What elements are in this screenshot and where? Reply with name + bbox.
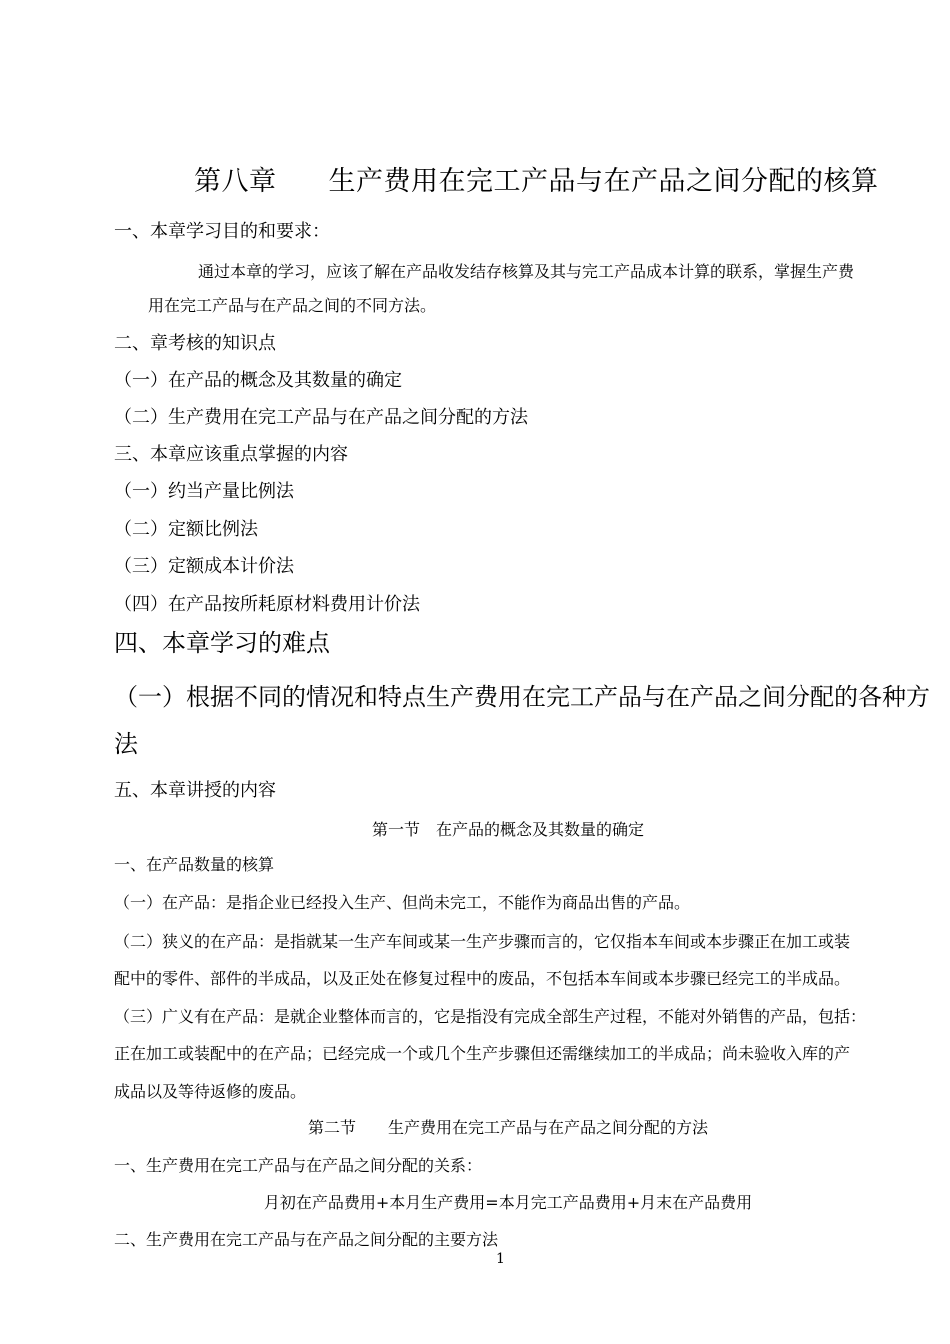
section-one-p3-line2: 正在加工或装配中的在产品；已经完成一个或几个生产步骤但还需继续加工的半成品；尚未验收入库的产 [114,1044,851,1063]
objectives-paragraph-line1: 通过本章的学习，应该了解在产品收发结存核算及其与完工产品成本计算的联系，掌握生产费 [198,262,855,281]
key-content-3: （三）定额成本计价法 [114,556,294,577]
section-two-heading: 第二节 生产费用在完工产品与在产品之间分配的方法 [307,1118,708,1137]
chapter-title-text: 生产费用在完工产品与在产品之间分配的核算 [328,166,879,197]
key-content-4: （四）在产品按所耗原材料费用计价法 [114,594,420,615]
section-one-heading: 第一节 在产品的概念及其数量的确定 [371,820,644,839]
difficulty-1-line1: （一）根据不同的情况和特点生产费用在完工产品与在产品之间分配的各种方 [114,683,930,711]
key-content-2: （二）定额比例法 [114,519,258,540]
knowledge-point-2: （二）生产费用在完工产品与在产品之间分配的方法 [114,407,528,428]
section-two-sub2: 二、生产费用在完工产品与在产品之间分配的主要方法 [114,1230,499,1249]
heading-objectives: 一、本章学习目的和要求： [114,221,330,242]
page-number: 1 [496,1251,505,1267]
heading-difficulties: 四、本章学习的难点 [114,629,330,657]
section-two-sub1: 一、生产费用在完工产品与在产品之间分配的关系： [114,1156,483,1175]
section-one-sub1: 一、在产品数量的核算 [114,855,275,874]
knowledge-point-1: （一）在产品的概念及其数量的确定 [114,370,402,391]
section-one-p2-line1: （二）狭义的在产品：是指就某一生产车间或某一生产步骤而言的，它仅指本车间或本步骤正在加工或装 [114,932,851,951]
key-content-1: （一）约当产量比例法 [114,481,294,502]
section-one-p2-line2: 配中的零件、部件的半成品，以及正处在修复过程中的废品，不包括本车间或本步骤已经完工的半成品。 [114,969,851,988]
heading-knowledge-points: 二、章考核的知识点 [114,333,276,354]
section-one-p1: （一）在产品：是指企业已经投入生产、但尚未完工，不能作为商品出售的产品。 [114,893,691,912]
objectives-paragraph-line2: 用在完工产品与在产品之间的不同方法。 [148,296,437,315]
chapter-title [194,159,879,198]
section-one-p3-line3: 成品以及等待返修的废品。 [114,1082,307,1101]
chapter-number: 第八章 [194,166,277,197]
section-one-p3-line1: （三）广义有在产品：是就企业整体而言的，它是指没有完成全部生产过程，不能对外销售的产品，包括： [114,1007,867,1026]
heading-lecture-content: 五、本章讲授的内容 [114,780,276,801]
difficulty-1-line2: 法 [114,730,138,758]
allocation-formula: 月初在产品费用+本月生产费用=本月完工产品费用+月末在产品费用 [263,1193,753,1212]
heading-key-content: 三、本章应该重点掌握的内容 [114,444,348,465]
